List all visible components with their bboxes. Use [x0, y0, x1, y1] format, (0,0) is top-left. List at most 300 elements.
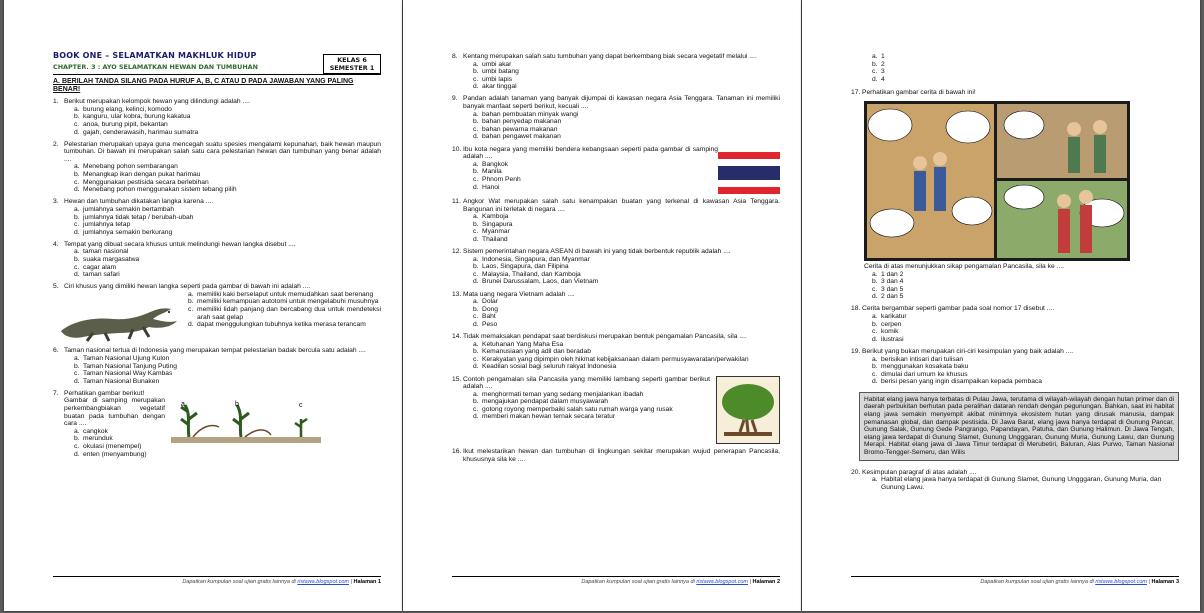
question-12 — [452, 248, 780, 286]
question-text: Ciri khusus yang dimiliki hewan langka seperti pada gambar di bawah ini adalah .... — [64, 283, 311, 291]
option-letter: b. — [74, 171, 80, 179]
option[interactable] — [473, 175, 718, 184]
question-text: Hewan dan tumbuhan dikatakan langka karena .... — [64, 198, 214, 206]
q16-answer-options — [851, 53, 1179, 83]
class-badge — [323, 54, 381, 74]
option-text: memberi makan hewan ternak secara teratur — [482, 413, 616, 421]
option-text: bahan pembuatan minyak wangi — [482, 110, 579, 118]
question-text: Tidak memaksakan pendapat saat berdiskusi merupakan bentuk pengamalan Pancasila, sila .... — [463, 333, 747, 341]
option[interactable] — [473, 220, 780, 229]
option[interactable] — [473, 340, 780, 349]
option[interactable] — [872, 328, 1179, 336]
option-letter: d. — [473, 133, 479, 141]
option-text: Thailand — [482, 236, 508, 243]
option-text: Peso — [482, 320, 498, 328]
option[interactable] — [74, 370, 381, 378]
option[interactable] — [473, 313, 780, 321]
option[interactable] — [188, 290, 381, 299]
option[interactable] — [74, 213, 381, 222]
option-text: gajah, cenderawasih, harimau sumatra — [83, 128, 199, 136]
option-letter: b. — [74, 255, 80, 263]
option-letter: c. — [74, 263, 80, 271]
option-letter: b. — [473, 348, 479, 356]
question-number: 19. — [851, 347, 861, 355]
option-letter: d. — [473, 320, 479, 328]
grafting-image — [171, 397, 321, 447]
option-letter: d. — [473, 363, 479, 371]
question-8 — [452, 53, 780, 91]
option-text: karikatur — [881, 313, 907, 321]
option[interactable] — [74, 255, 381, 264]
option-letter: c. — [473, 228, 479, 236]
option-text: Taman Nasional Ujung Kulon — [83, 354, 170, 362]
question-body: Gambar di samping merupakan perkembangbiakan vegetatif buatan pada tumbuhan dengan cara .... — [64, 397, 165, 428]
question-text: Berikut merupakan kelompok hewan yang dilindungi adalah .... — [64, 98, 250, 106]
option[interactable] — [473, 118, 780, 126]
option-text: Menggunakan pestisida secara berlebihan — [83, 178, 209, 186]
question-number: 17. — [851, 89, 861, 97]
option-text: jumlahnya tetap — [83, 221, 131, 229]
option-letter: a. — [872, 476, 878, 484]
option-letter: a. — [872, 313, 878, 321]
option-letter: d. — [473, 413, 479, 421]
option[interactable] — [473, 405, 710, 414]
answer-options — [851, 356, 1179, 386]
option-letter: d. — [473, 236, 479, 243]
answer-options — [452, 161, 718, 191]
option-letter: c. — [473, 270, 479, 278]
option[interactable] — [872, 270, 1179, 279]
option-text: 1 — [881, 53, 885, 60]
option[interactable] — [188, 298, 381, 306]
answer-options — [452, 111, 780, 141]
question-16 — [452, 448, 780, 463]
option-letter: d. — [872, 293, 878, 301]
option[interactable] — [74, 163, 381, 171]
footer-text: Dapatkan kumpulan soal ujian gratis lainnya di — [182, 579, 298, 585]
option-text: bahan pewarna makanan — [482, 125, 558, 133]
question-number: 11. — [452, 198, 461, 206]
question-6 — [53, 347, 381, 385]
question-17 — [851, 89, 1179, 301]
option-text: Hanoi — [482, 183, 500, 191]
option[interactable] — [74, 186, 381, 194]
answer-options — [53, 163, 381, 193]
option[interactable] — [473, 263, 780, 271]
option-letter: b. — [473, 168, 479, 176]
option-text: Taman Nasional Way Kambas — [83, 370, 173, 378]
option-text: kanguru, ular kobra, burung kakatua — [83, 113, 191, 121]
option-letter: a. — [473, 390, 479, 398]
question-number: 10. — [452, 145, 462, 153]
page-number: Halaman 3 — [1151, 579, 1179, 585]
question-text: Angkor Wat merupakan salah satu kenampakan buatan yang terkenal di kawasan Asia Tenggara. Bangunan ini terletak di negara .... — [463, 198, 780, 213]
option-letter: c. — [74, 442, 80, 450]
option-letter: c. — [872, 328, 878, 336]
question-number: 8. — [452, 53, 458, 60]
page-number: Halaman 2 — [752, 579, 780, 585]
option[interactable] — [74, 354, 381, 363]
question-1 — [53, 98, 381, 136]
option-text: taman safari — [83, 271, 120, 279]
option-text: Habitat elang jawa hanya terdapat di Gunung Slamet, Gunung Ungggaran, Gunung Muria, dan Gunung Lawu. — [881, 476, 1162, 491]
option[interactable] — [872, 53, 1179, 61]
question-7 — [53, 390, 381, 458]
option[interactable] — [74, 427, 165, 436]
option[interactable] — [473, 413, 710, 421]
answer-options — [183, 291, 381, 343]
footer-text: Dapatkan kumpulan soal ujian gratis lainnya di — [980, 579, 1096, 585]
question-text: Berikut yang bukan merupakan ciri-ciri kesimpulan yang baik adalah .... — [862, 347, 1074, 355]
option[interactable] — [872, 285, 1179, 294]
option-text: Baht — [482, 313, 496, 321]
question-11 — [452, 198, 780, 244]
page-header — [53, 52, 381, 75]
book-title: BOOK ONE – SELAMATKAN MAKHLUK HIDUP — [53, 51, 257, 60]
option[interactable] — [74, 178, 381, 187]
option[interactable] — [872, 363, 1179, 371]
option[interactable] — [188, 321, 381, 329]
option-letter: a. — [188, 290, 194, 298]
option[interactable] — [473, 355, 780, 364]
option[interactable] — [473, 68, 780, 76]
option-text: 3 — [881, 68, 885, 76]
header-rule — [53, 74, 381, 75]
question-number: 15. — [452, 375, 462, 383]
option-letter: d. — [74, 128, 80, 136]
question-text: Taman nasional tertua di Indonesia yang merupakan tempat pelestarian badak bercula satu adalah .... — [64, 347, 366, 355]
option-letter: c. — [473, 405, 479, 413]
option[interactable] — [473, 168, 718, 176]
option-text: komik — [881, 328, 899, 336]
answer-options — [452, 61, 780, 91]
question-9 — [452, 95, 780, 141]
option-letter: d. — [872, 378, 878, 386]
page-footer: Dapatkan kumpulan soal ujian gratis lainnya di ristawa.blogspot.com | Halaman 2 — [452, 576, 780, 585]
question-text: Perhatikan gambar cerita di bawah ini! — [862, 89, 976, 97]
option-letter: a. — [74, 163, 80, 171]
footer-link[interactable]: ristawa.blogspot.com — [1095, 579, 1147, 585]
option-letter: b. — [74, 213, 80, 221]
option[interactable] — [872, 75, 1179, 84]
option-text: 2 — [881, 60, 885, 68]
option-letter: c. — [473, 175, 479, 183]
option-text: Kamboja — [482, 213, 509, 221]
question-20 — [851, 469, 1179, 492]
option[interactable] — [74, 105, 381, 114]
option-letter: b. — [473, 263, 479, 271]
option-text: Taman Nasional Bunaken — [83, 377, 160, 385]
comic-strip-image — [864, 101, 1130, 261]
option-letter: d. — [74, 228, 80, 236]
option-text: akar tinggal — [482, 83, 517, 91]
option[interactable] — [473, 75, 780, 84]
option[interactable] — [872, 278, 1179, 286]
option[interactable] — [74, 271, 381, 279]
semester-label: SEMESTER 1 — [329, 64, 375, 72]
answer-options — [53, 428, 165, 458]
option[interactable] — [473, 133, 780, 141]
option-text: umbi akar — [482, 60, 512, 68]
option-text: ilustrasi — [881, 335, 904, 343]
option-text: memiliki kemampuan autotomi untuk mengelabuhi musuhnya — [197, 298, 379, 306]
option-letter: c. — [473, 313, 479, 321]
option-letter: b. — [188, 298, 194, 306]
question-text: Kesimpulan paragraf di atas adalah .... — [862, 468, 977, 476]
option-letter: b. — [74, 435, 80, 443]
option-letter: b. — [74, 113, 80, 121]
option-letter: b. — [872, 320, 878, 328]
option-letter: b. — [473, 305, 479, 313]
option-letter: a. — [473, 110, 479, 118]
option-letter: d. — [74, 271, 80, 279]
option-text: Ketuhanan Yang Maha Esa — [482, 340, 564, 348]
option[interactable] — [473, 213, 780, 221]
option-text: 3 dan 4 — [881, 278, 904, 286]
option-letter: a. — [74, 427, 80, 435]
option[interactable] — [473, 320, 780, 329]
answer-options — [851, 271, 1179, 301]
question-3 — [53, 198, 381, 236]
option-text: berisikan intisari dari tulisan — [881, 355, 964, 363]
answer-options — [452, 213, 780, 243]
option-letter: c. — [74, 178, 80, 186]
option[interactable] — [473, 236, 780, 244]
footer-link[interactable]: ristawa.blogspot.com — [297, 579, 349, 585]
option[interactable] — [872, 60, 1179, 69]
option[interactable] — [872, 313, 1179, 321]
option[interactable] — [473, 183, 718, 192]
option-text: okulasi (menempel) — [83, 442, 142, 450]
page-footer: Dapatkan kumpulan soal ujian gratis lainnya di ristawa.blogspot.com | Halaman 3 — [851, 576, 1179, 585]
option-letter: b. — [473, 398, 479, 406]
option-letter: a. — [473, 255, 479, 263]
option-letter: a. — [872, 355, 878, 363]
option-text: berisi pesan yang ingin disampaikan kepada pembaca — [881, 378, 1042, 386]
option-text: bahan penyedap makanan — [482, 118, 562, 126]
question-followup-text: Cerita di atas menunjukkan sikap pengamalan Pancasila, sila ke .... — [864, 262, 1064, 270]
option-letter: b. — [473, 118, 479, 126]
question-number: 16. — [452, 448, 462, 455]
question-15 — [452, 376, 780, 444]
komodo-image — [53, 291, 183, 343]
option-text: Menebang pohon sembarangan — [83, 163, 178, 171]
option-letter: a. — [74, 248, 80, 256]
option-letter: c. — [188, 306, 194, 314]
option[interactable] — [872, 355, 1179, 364]
option-text: Taman Nasional Tanjung Puting — [83, 362, 177, 370]
option-letter: a. — [74, 205, 80, 213]
question-text: Tempat yang dibuat secara khusus untuk melindungi hewan langka disebut .... — [64, 240, 296, 248]
answer-options — [53, 206, 381, 236]
option-text: dimulai dari umum ke khusus — [881, 370, 968, 378]
option-text: umbi batang — [482, 68, 519, 76]
chapter-title: CHAPTER. 3 : AYO SELAMATKAN HEWAN DAN TUMBUHAN — [53, 62, 258, 71]
banyan-tree-image — [716, 376, 780, 444]
option-text: umbi lapis — [482, 75, 513, 83]
option[interactable] — [188, 306, 381, 321]
page-2 — [403, 0, 801, 611]
option-letter: a. — [74, 105, 80, 113]
option[interactable] — [473, 110, 780, 119]
option-letter: b. — [872, 278, 878, 286]
option-letter: c. — [872, 370, 878, 378]
option-letter: c. — [74, 221, 80, 229]
option-text: Indonesia, Singapura, dan Myanmar — [482, 255, 590, 263]
option-text: Myanmar — [482, 228, 510, 236]
option-letter: b. — [473, 220, 479, 228]
question-text: Contoh pengamalan sila Pancasila yang memiliki lambang seperti gambar berikut adalah .... — [463, 375, 710, 391]
answer-options — [53, 106, 381, 136]
option-text: bahan pengawet makanan — [482, 133, 561, 141]
option[interactable] — [473, 125, 780, 134]
option[interactable] — [473, 160, 718, 169]
option[interactable] — [74, 442, 165, 451]
option-text: enten (menyambung) — [83, 450, 147, 458]
option-letter: c. — [74, 370, 80, 378]
section-instruction: A. BERILAH TANDA SILANG PADA HURUF A, B, C ATAU D PADA JAWABAN YANG PALING BENAR! — [53, 78, 354, 94]
question-text: Perhatikan gambar berikut! — [64, 389, 145, 397]
answer-options — [53, 248, 381, 278]
footer-link[interactable]: ristawa.blogspot.com — [696, 579, 748, 585]
question-number: 12. — [452, 248, 462, 256]
grafting-label-a: a — [181, 401, 185, 409]
option[interactable] — [872, 293, 1179, 301]
option[interactable] — [872, 370, 1179, 379]
option[interactable] — [473, 83, 780, 91]
option-letter: d. — [473, 83, 479, 91]
option-letter: b. — [872, 60, 878, 68]
option-text: cangkok — [83, 427, 108, 435]
kelas-label: KELAS 6 — [337, 56, 367, 64]
option-text: 1 dan 2 — [881, 270, 904, 278]
option-text: memiliki lidah panjang dan bercabang dua untuk mendeteksi arah saat gelap — [197, 306, 381, 321]
page-3 — [802, 0, 1200, 611]
option-letter: a. — [473, 298, 479, 306]
option-letter: a. — [74, 354, 80, 362]
question-number: 3. — [53, 198, 59, 206]
option-letter: d. — [74, 186, 80, 194]
option[interactable] — [74, 435, 165, 443]
option-text: Menangkap ikan dengan pukat harimau — [83, 171, 201, 179]
question-text: Pandan adalah tanaman yang banyak dijumpai di kawasan negara Asia Tenggara. Tanaman ini memiliki banyak manfaat seperti berikut, kecuali .... — [463, 95, 780, 111]
option-letter: b. — [473, 68, 479, 76]
grafting-label-b: b — [235, 401, 239, 409]
option-letter: c. — [872, 285, 878, 293]
option[interactable] — [74, 120, 381, 129]
question-13 — [452, 291, 780, 329]
answer-options — [53, 355, 381, 385]
reading-passage: Habitat elang jawa hanya terbatas di Pulau Jawa, terutama di wilayah-wilayah dengan hutan primer dan di daerah perbukitan berhutan pada peralihan dataran rendah dengan pegunungan. Bahkan, saat ini habitat elang jawa semakin menyempit akibat minimnya ekosistem hutan yang dirusak manusia, dampak pemanasan global, dan dampak pestisida. Di Jawa Barat, elang jawa hanya terdapat di Gunung Pancar, Gunung Salak, Gunung Gede Pangrango, Papandayan, Patuha, dan Gunung Halimun. Di Jawa Tengah, elang jawa terdapat di Gunung Slamet, Gunung Ungggaran, Gunung Muria, Gunung Lawu, dan Gunung Merapi. Habitat elang jawa di Jawa Timur terdapat di Merubetiri, Baluran, Alas Purwo, Taman Nasional Bromo-Tengger-Semeru, dan Wilis — [859, 392, 1179, 461]
option-text: 4 — [881, 75, 885, 83]
option-letter: b. — [74, 362, 80, 370]
option[interactable] — [74, 228, 381, 237]
question-number: 9. — [452, 95, 458, 103]
option-text: Keadilan sosial bagi seluruh rakyat Indonesia — [482, 363, 617, 371]
option[interactable] — [473, 398, 710, 406]
question-text: Cerita bergambar seperti gambar pada soal nomor 17 disebut .... — [862, 305, 1055, 313]
option-text: Brunei Darussalam, Laos, dan Vietnam — [482, 278, 599, 286]
option-text: gotong royong memperbaiki salah satu rumah warga yang rusak — [482, 405, 673, 413]
question-14 — [452, 333, 780, 371]
option[interactable] — [473, 348, 780, 356]
option[interactable] — [872, 68, 1179, 76]
option-letter: a. — [872, 53, 878, 60]
option[interactable] — [473, 298, 780, 306]
option[interactable] — [74, 263, 381, 272]
question-number: 4. — [53, 240, 59, 248]
answer-options — [452, 391, 710, 421]
option[interactable] — [74, 362, 381, 371]
option-text: Kemanusiaan yang adil dan beradab — [482, 348, 591, 356]
question-number: 5. — [53, 283, 59, 291]
answer-options — [452, 256, 780, 286]
option-text: Manila — [482, 168, 502, 176]
answer-options — [452, 341, 780, 371]
option[interactable] — [473, 390, 710, 399]
option-text: menggunakan kosakata baku — [881, 363, 969, 371]
question-number: 18. — [851, 305, 861, 313]
question-text: Kentang merupakan salah satu tumbuhan yang dapat berkembang biak secara vegetatif melalui .... — [463, 53, 757, 60]
answer-options — [851, 313, 1179, 343]
option[interactable] — [473, 363, 780, 371]
option-text: anoa, burung pipit, bekantan — [83, 120, 168, 128]
option-text: Dong — [482, 305, 498, 313]
option-letter: c. — [473, 75, 479, 83]
option-text: suaka margasatwa — [83, 255, 140, 263]
option-text: Singapura — [482, 220, 513, 228]
option[interactable] — [473, 270, 780, 279]
option[interactable] — [74, 377, 381, 386]
option[interactable] — [74, 221, 381, 229]
option[interactable] — [473, 255, 780, 264]
question-number: 2. — [53, 140, 59, 148]
question-text: Sistem pemerintahan negara ASEAN di bawah ini yang tidak berbentuk republik adalah .... — [463, 248, 731, 256]
option-text: merunduk — [83, 435, 113, 443]
option-text: jumlahnya semakin bertambah — [83, 205, 175, 213]
answer-options — [452, 298, 780, 328]
option[interactable] — [473, 278, 780, 286]
option-letter: a. — [872, 270, 878, 278]
option[interactable] — [872, 335, 1179, 344]
grafting-label-c: c — [299, 402, 303, 410]
option[interactable] — [74, 450, 165, 459]
option[interactable] — [851, 476, 1179, 491]
option-text: cerpen — [881, 320, 902, 328]
option[interactable] — [473, 305, 780, 314]
option[interactable] — [473, 228, 780, 236]
option[interactable] — [74, 171, 381, 179]
option-text: menghormati teman yang sedang menjalankan ibadah — [482, 390, 644, 398]
question-10 — [452, 146, 780, 194]
option[interactable] — [872, 378, 1179, 386]
option[interactable] — [74, 248, 381, 256]
question-2 — [53, 141, 381, 194]
option[interactable] — [74, 128, 381, 137]
question-19 — [851, 348, 1179, 386]
option[interactable] — [872, 320, 1179, 329]
option[interactable] — [473, 60, 780, 69]
footer-text: Dapatkan kumpulan soal ujian gratis lainnya di — [581, 579, 697, 585]
option-text: Kerakyatan yang dipimpin oleh hikmat kebijaksanaan dalam permusyawaratan/perwakilan — [482, 355, 749, 363]
option-text: Menebang pohon menggunakan sistem tebang pilih — [83, 186, 237, 194]
option[interactable] — [74, 205, 381, 214]
option-text: taman nasional — [83, 248, 129, 256]
option-letter: b. — [872, 363, 878, 371]
option-text: mengajukan pendapat dalam musyawarah — [482, 398, 609, 406]
option[interactable] — [74, 113, 381, 121]
option-text: jumlahnya semakin berkurang — [83, 228, 173, 236]
